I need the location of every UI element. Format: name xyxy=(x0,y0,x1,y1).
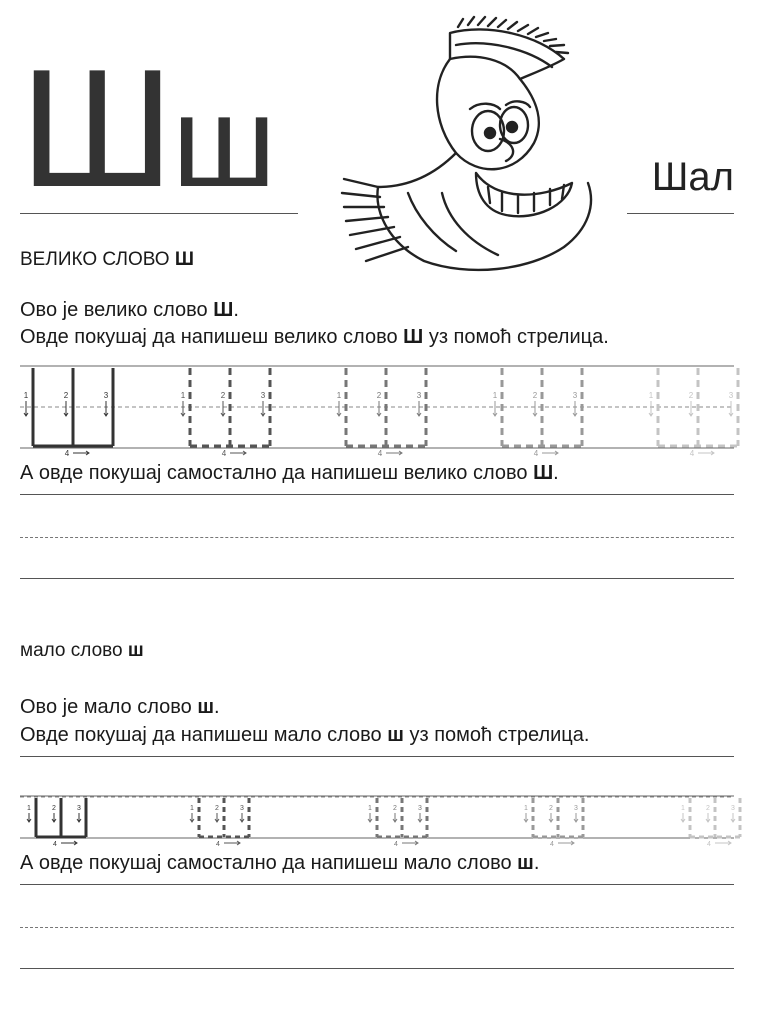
stroke-number: 2 xyxy=(220,391,226,400)
stroke-number: 4 xyxy=(533,449,539,458)
stroke-number: 2 xyxy=(688,391,694,400)
stroke-number: 3 xyxy=(728,391,734,400)
stroke-number: 4 xyxy=(707,841,711,848)
stroke-number: 3 xyxy=(572,391,578,400)
uppercase-writing-line-1[interactable] xyxy=(20,494,734,495)
lowercase-intro-text: Ово је мало слово ш. xyxy=(20,696,220,718)
stroke-number: 3 xyxy=(574,805,578,812)
stroke-number: 1 xyxy=(336,391,342,400)
lowercase-guide-top-line xyxy=(20,756,734,757)
lowercase-writing-line-1[interactable] xyxy=(20,884,734,885)
stroke-number: 1 xyxy=(648,391,654,400)
stroke-number: 4 xyxy=(689,449,695,458)
stroke-number: 2 xyxy=(52,805,56,812)
lowercase-guided-instruction: Овде покушај да напишеш мало слово ш уз помоћ стрелица. xyxy=(20,724,590,746)
stroke-number: 1 xyxy=(681,805,685,812)
stroke-number: 1 xyxy=(27,805,31,812)
tracing-letter xyxy=(27,798,86,848)
tracing-letter xyxy=(681,798,740,848)
stroke-number: 2 xyxy=(376,391,382,400)
stroke-number: 2 xyxy=(706,805,710,812)
stroke-number: 4 xyxy=(216,841,220,848)
tracing-letter xyxy=(24,368,113,458)
stroke-number: 3 xyxy=(240,805,244,812)
big-upper-letter: Ш xyxy=(20,34,172,222)
stroke-number: 2 xyxy=(63,391,69,400)
stroke-number: 4 xyxy=(221,449,227,458)
lowercase-tracing-row xyxy=(0,790,768,850)
stroke-number: 4 xyxy=(394,841,398,848)
tracing-letter xyxy=(368,798,427,848)
tracing-letter xyxy=(337,368,426,458)
lowercase-writing-line-2[interactable] xyxy=(20,968,734,969)
stroke-number: 3 xyxy=(77,805,81,812)
stroke-number: 1 xyxy=(368,805,372,812)
stroke-number: 1 xyxy=(180,391,186,400)
lowercase-writing-midline[interactable] xyxy=(20,927,734,928)
tracing-letter xyxy=(190,798,249,848)
tracing-letter xyxy=(524,798,583,848)
uppercase-free-instruction: А овде покушај самостално да напишеш велико слово Ш. xyxy=(20,462,559,484)
uppercase-section-title: ВЕЛИКО СЛОВО Ш xyxy=(20,249,194,270)
lowercase-free-instruction: А овде покушај самостално да напишеш мало слово ш. xyxy=(20,852,540,874)
uppercase-intro-text: Ово је велико слово Ш. xyxy=(20,299,239,321)
uppercase-tracing-row xyxy=(0,360,768,464)
stroke-number: 4 xyxy=(53,841,57,848)
stroke-number: 1 xyxy=(190,805,194,812)
stroke-number: 3 xyxy=(418,805,422,812)
stroke-number: 1 xyxy=(23,391,29,400)
tracing-letter xyxy=(649,368,738,458)
stroke-number: 4 xyxy=(64,449,70,458)
lowercase-section-title: мало слово ш xyxy=(20,640,144,661)
stroke-number: 3 xyxy=(260,391,266,400)
stroke-number: 2 xyxy=(549,805,553,812)
uppercase-writing-line-2[interactable] xyxy=(20,578,734,579)
header-underline-left xyxy=(20,213,298,214)
uppercase-guided-instruction: Овде покушај да напишеш велико слово Ш уз помоћ стрелица. xyxy=(20,326,609,348)
tracing-letter xyxy=(181,368,270,458)
stroke-number: 2 xyxy=(215,805,219,812)
uppercase-writing-midline[interactable] xyxy=(20,537,734,538)
stroke-number: 4 xyxy=(550,841,554,848)
stroke-number: 3 xyxy=(103,391,109,400)
big-lower-letter: ш xyxy=(171,68,275,214)
tracing-letter xyxy=(493,368,582,458)
header-underline-right xyxy=(627,213,734,214)
scarf-mascot-icon xyxy=(338,15,628,275)
stroke-number: 1 xyxy=(492,391,498,400)
example-word: Шал xyxy=(651,155,734,199)
stroke-number: 3 xyxy=(731,805,735,812)
stroke-number: 3 xyxy=(416,391,422,400)
stroke-number: 2 xyxy=(532,391,538,400)
stroke-number: 2 xyxy=(393,805,397,812)
big-letter-pair xyxy=(20,34,275,222)
stroke-number: 1 xyxy=(524,805,528,812)
stroke-number: 4 xyxy=(377,449,383,458)
